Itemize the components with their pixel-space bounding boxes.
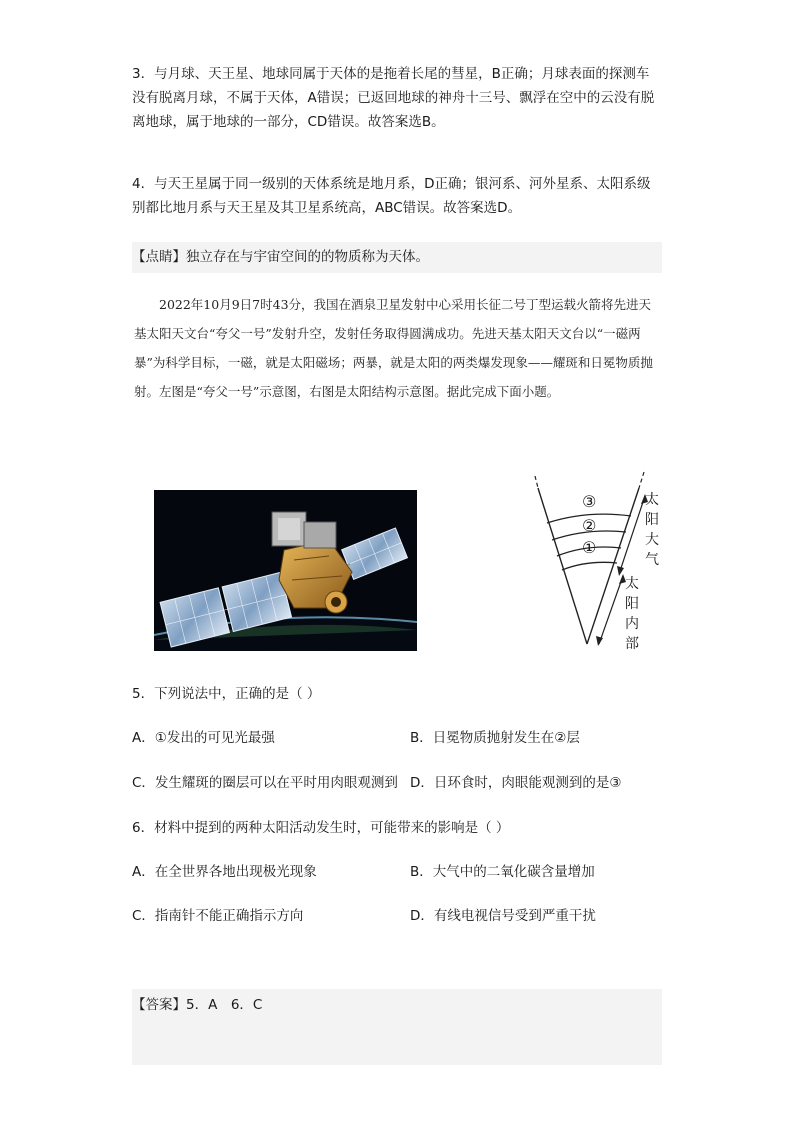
- answer-box: [132, 989, 662, 1065]
- explanation-q3-text: 3．与月球、天王星、地球同属于天体的是拖着长尾的彗星，B正确；月球表面的探测车没有脱离月球，不属于天体，A错误；已返回地球的神舟十三号、飘浮在空中的云没有脱离地球，属于地球的一部分，CD错误。故答案选B。: [132, 66, 655, 130]
- question-5-stem: 5．下列说法中，正确的是（ ）: [132, 686, 321, 702]
- layer-3-label: ③: [582, 492, 597, 511]
- question-6-option-a[interactable]: A．在全世界各地出现极光现象: [132, 864, 317, 880]
- layer-2-label: ②: [582, 516, 597, 535]
- question-6-option-b[interactable]: B．大气中的二氧化碳含量增加: [410, 864, 595, 880]
- tip-label: 【点睛】: [132, 249, 186, 265]
- tip-box: [132, 242, 662, 273]
- explanation-q3: [132, 62, 662, 134]
- answer-label: 【答案】: [132, 997, 186, 1013]
- question-6-option-c[interactable]: C．指南针不能正确指示方向: [132, 908, 304, 924]
- question-5-option-d[interactable]: D．日环食时，肉眼能观测到的是③: [410, 775, 622, 791]
- sun-atmosphere-label: 太 阳 大 气: [645, 492, 659, 568]
- question-5-option-c[interactable]: C．发生耀斑的圈层可以在平时用肉眼观测到: [132, 775, 398, 791]
- sun-interior-label: 太 阳 内 部: [625, 576, 639, 652]
- question-6-stem: 6．材料中提到的两种太阳活动发生时，可能带来的影响是（ ）: [132, 820, 510, 836]
- sun-structure-diagram: [527, 468, 667, 653]
- answer-text: 5．A 6．C: [186, 997, 263, 1013]
- material-passage: [134, 290, 662, 406]
- question-6-option-d[interactable]: D．有线电视信号受到严重干扰: [410, 908, 596, 924]
- tip-text: 独立存在与宇宙空间的的物质称为天体。: [186, 249, 429, 265]
- explanation-q4: [132, 172, 662, 220]
- question-5-option-a[interactable]: A．①发出的可见光最强: [132, 730, 275, 746]
- layer-1-label: ①: [582, 538, 597, 557]
- material-text: 2022年10月9日7时43分，我国在酒泉卫星发射中心采用长征二号丁型运载火箭将先进天基太阳天文台“夸父一号”发射升空，发射任务取得圆满成功。先进天基太阳天文台以“一磁两暴”为科学目标，一磁，就是太阳磁场；两暴，就是太阳的两类爆发现象——耀斑和日冕物质抛射。左图是“夸父一号”示意图，右图是太阳结构示意图。据此完成下面小题。: [134, 297, 653, 399]
- satellite-image: [154, 490, 417, 651]
- explanation-q4-text: 4．与天王星属于同一级别的天体系统是地月系，D正确；银河系、河外星系、太阳系级别都比地月系与天王星及其卫星系统高，ABC错误。故答案选D。: [132, 176, 651, 216]
- question-5-option-b[interactable]: B．日冕物质抛射发生在②层: [410, 730, 580, 746]
